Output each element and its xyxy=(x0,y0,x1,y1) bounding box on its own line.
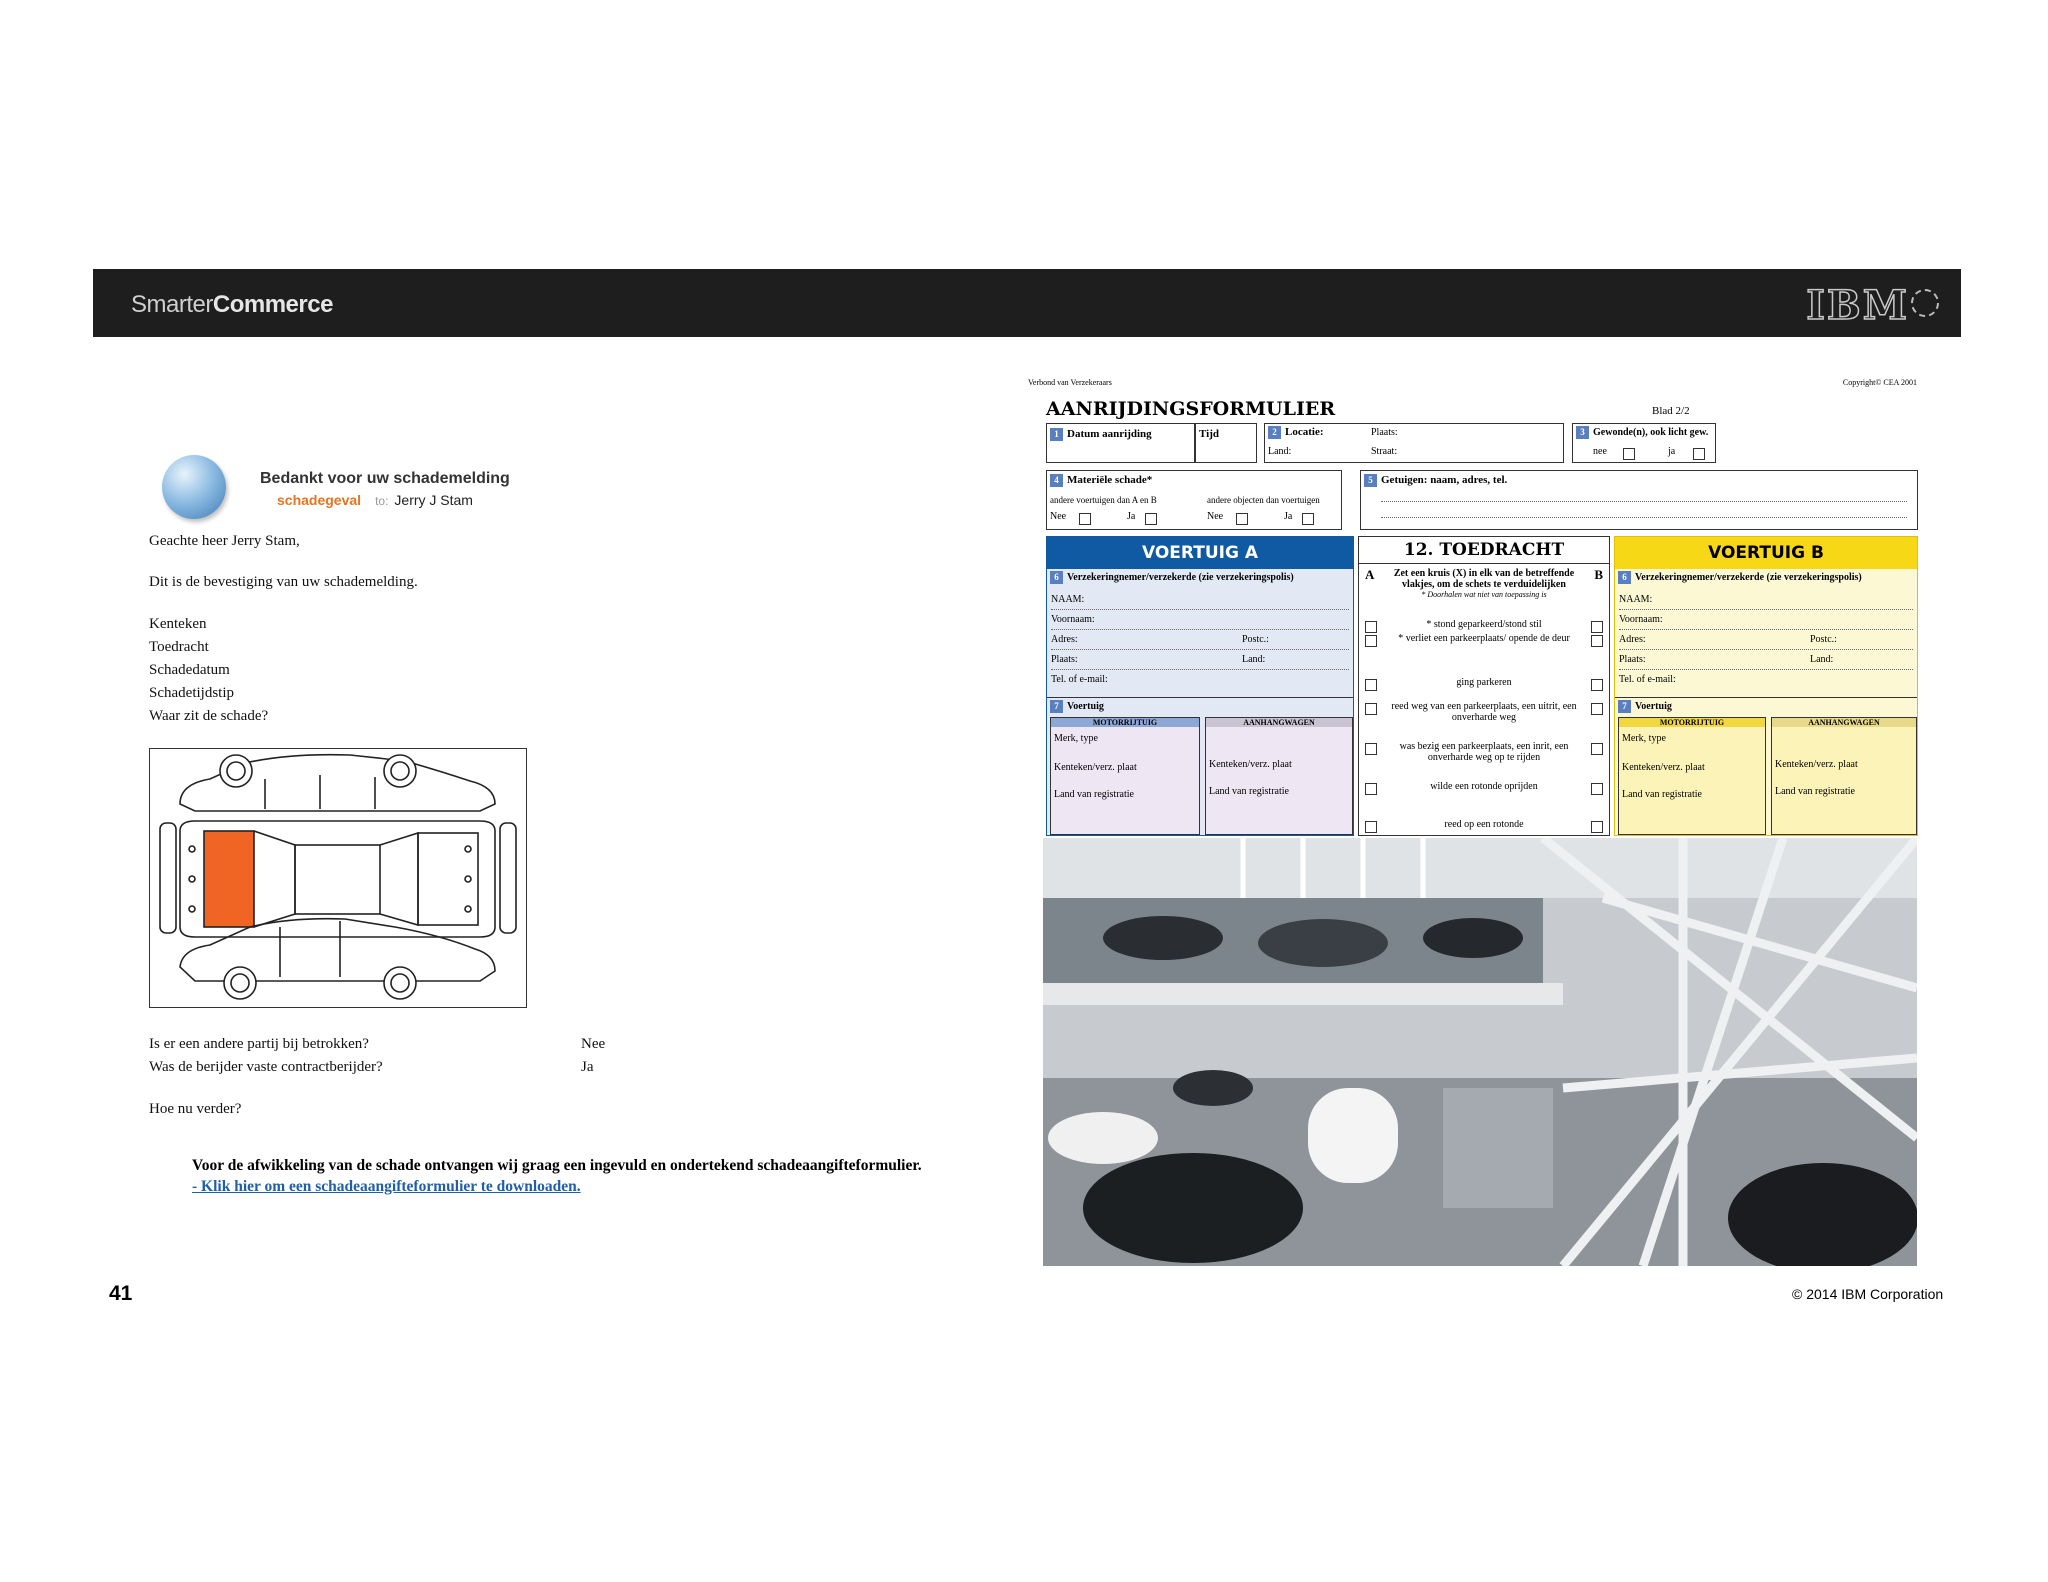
field-schadelocatie: Waar zit de schade? xyxy=(149,708,269,724)
accident-form xyxy=(1028,378,1919,838)
vehicle-a-panel: VOERTUIG A 6 Verzekeringnemer/verzekerde (zie verzekeringspolis) NAAM: Voornaam: Adres: Postc.: Plaats: Land: Tel. of e-mail: 7 Voertuig MOTORRIJTUIG Merk, type Kenteken/verz. plaat Land van registratie AANHANGWAGEN Kenteken/verz. plaat Land van registratie xyxy=(1046,536,1354,836)
vehicle-b-title: VOERTUIG B xyxy=(1615,537,1917,569)
circumstances-title: 12. TOEDRACHT xyxy=(1359,537,1609,564)
damage-zone-hood xyxy=(204,831,254,927)
greeting: Geachte heer Jerry Stam, xyxy=(149,533,300,549)
question-fixed-driver: Was de berijder vaste contractberijder? xyxy=(149,1059,383,1075)
form-copyright: Copyright© CEA 2001 xyxy=(1842,378,1917,387)
field-kenteken: Kenteken xyxy=(149,616,207,632)
car-damage-diagram xyxy=(149,748,527,1008)
field-witnesses: 5 Getuigen: naam, adres, tel. xyxy=(1360,470,1918,530)
page-number: 41 xyxy=(109,1282,133,1305)
sender-name: schadegeval xyxy=(277,492,362,508)
field-toedracht: Toedracht xyxy=(149,639,209,655)
circumstances-panel: 12. TOEDRACHT A B Zet een kruis (X) in elk van de betreffende vlakjes, om de schets te verduidelijken * Doorhalen wat niet van toepassing is * stond geparkeerd/stond stil * verliet een parkeerplaats/ opende de deur ging parkeren reed weg van een parkeerplaats, een uitrit, een onverharde weg was bezig een parkeerplaats, een inrit, een onverharde weg op te rijden wilde een rotonde oprijden reed op een rotonde xyxy=(1358,536,1610,836)
smartercommerce-logo: SmarterCommerce xyxy=(131,291,333,318)
next-steps-heading: Hoe nu verder? xyxy=(149,1101,242,1117)
ibm-logo: IBM xyxy=(1806,282,1909,329)
form-title: AANRIJDINGSFORMULIER xyxy=(1046,398,1336,420)
field-date: 1 Datum aanrijding xyxy=(1046,423,1195,463)
copyright-notice: © 2014 IBM Corporation xyxy=(1792,1286,1944,1302)
field-injured: 3 Gewonde(n), ook licht gew. nee ja xyxy=(1572,423,1716,463)
recipient-name: Jerry J Stam xyxy=(394,492,473,508)
email-title: Bedankt voor uw schademelding xyxy=(260,470,510,487)
to-label: to: xyxy=(375,494,389,508)
question-other-party: Is er een andere partij bij betrokken? xyxy=(149,1036,369,1052)
field-material-damage: 4 Materiële schade* andere voertuigen dan A en B andere objecten dan voertuigen Nee Ja Nee Ja xyxy=(1046,470,1342,530)
field-location: 2 Locatie: Land: Plaats: Straat: xyxy=(1264,423,1564,463)
answer-other-party: Nee xyxy=(581,1036,606,1052)
field-schadetijdstip: Schadetijdstip xyxy=(149,685,234,701)
download-form-link[interactable]: - Klik hier om een schadeaangifteformulier te downloaden. xyxy=(192,1178,581,1195)
answer-fixed-driver: Ja xyxy=(581,1059,594,1075)
car-side-bottom-outline xyxy=(180,919,495,981)
form-issuer: Verbond van Verzekeraars xyxy=(1028,378,1112,387)
vehicle-a-title: VOERTUIG A xyxy=(1047,537,1353,569)
vehicle-b-panel: VOERTUIG B 6 Verzekeringnemer/verzekerde (zie verzekeringspolis) NAAM: Voornaam: Adres: Postc.: Plaats: Land: Tel. of e-mail: 7 Voertuig MOTORRIJTUIG Merk, type Kenteken/verz. plaat Land van registratie AANHANGWAGEN Kenteken/verz. plaat Land van registratie xyxy=(1614,536,1918,836)
field-schadedatum: Schadedatum xyxy=(149,662,230,678)
field-time: Tijd xyxy=(1195,423,1257,463)
email-sender-line xyxy=(277,492,473,508)
form-page: Blad 2/2 xyxy=(1652,405,1690,417)
download-instructions: Voor de afwikkeling van de schade ontvangen wij graag een ingevuld en ondertekend schadeaangifteformulier. xyxy=(192,1157,922,1174)
smarter-planet-icon xyxy=(1911,289,1939,317)
header-bar xyxy=(93,269,1961,337)
car-showroom-photo xyxy=(1043,838,1917,1266)
globe-icon xyxy=(162,455,226,519)
intro-text: Dit is de bevestiging van uw schademelding. xyxy=(149,574,418,590)
